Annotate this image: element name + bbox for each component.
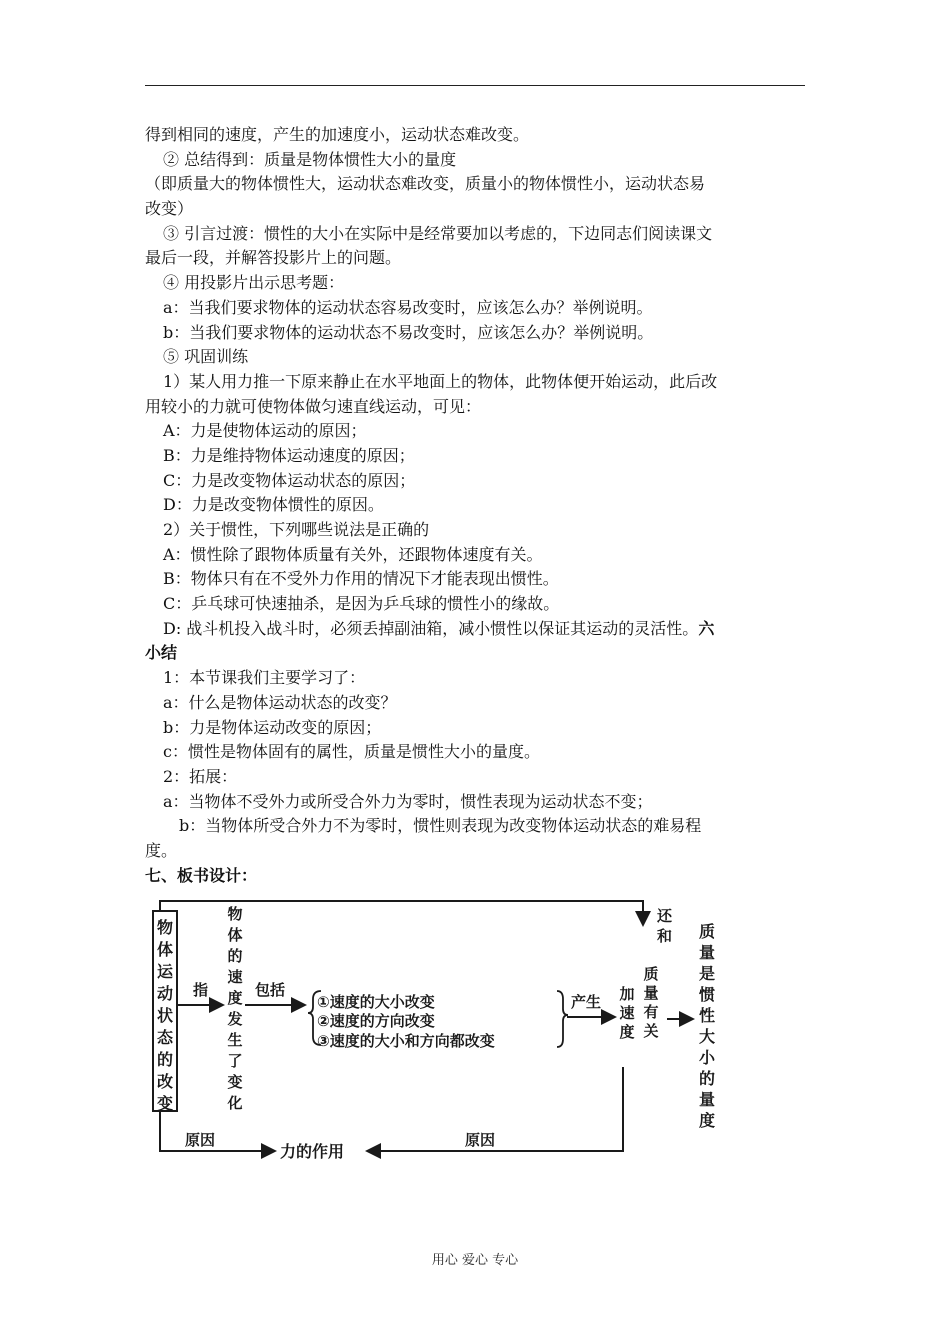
col2-char: 变 [227, 1073, 243, 1091]
header-rule [145, 85, 805, 86]
col2-label [226, 905, 242, 1112]
item-3: ③速度的大小和方向都改变 [317, 1032, 495, 1050]
col-zhiliang [643, 965, 658, 1040]
text-line: 度。 [145, 840, 178, 860]
page-footer: 用心 爱心 专心 [431, 1253, 519, 1268]
box1-char: 运 [156, 962, 174, 981]
col-final [698, 922, 716, 1130]
jiasudu-char: 加 [619, 985, 635, 1003]
final-char: 惯 [698, 985, 716, 1004]
box1-char: 状 [156, 1006, 174, 1025]
diagram-svg [145, 895, 725, 1165]
text-line: ③ 引言过渡：惯性的大小在实际中是经常要加以考虑的，下边同志们阅读课文 [163, 223, 713, 243]
text-line: a：什么是物体运动状态的改变？ [163, 692, 397, 712]
jiasudu-char: 速 [619, 1004, 635, 1022]
col2-char: 度 [227, 989, 243, 1007]
document-body [145, 123, 807, 888]
text-line: b：当我们要求物体的运动状态不易改变时，应该怎么办？举例说明。 [163, 322, 654, 342]
box1-char: 改 [156, 1072, 174, 1091]
text-line: c：惯性是物体固有的属性，质量是惯性大小的量度。 [163, 742, 540, 762]
final-char: 质 [698, 922, 716, 941]
text-line: 2）关于惯性，下列哪些说法是正确的 [163, 520, 430, 539]
box1-label [157, 918, 174, 1113]
box1-char: 体 [156, 940, 174, 959]
arrow-yuanyin-left [160, 1111, 275, 1151]
text-line: ④ 用投影片出示思考题： [163, 273, 345, 293]
col2-char: 物 [227, 905, 243, 923]
text-line: A：惯性除了跟物体质量有关外，还跟物体速度有关。 [163, 544, 543, 564]
jiasudu-char: 度 [619, 1023, 635, 1041]
text-line: ② 总结得到：质量是物体惯性大小的量度 [163, 149, 457, 169]
box1-char: 动 [156, 984, 174, 1003]
text-line: 1：本节课我们主要学习了： [163, 668, 366, 688]
box1-char: 变 [156, 1094, 174, 1113]
text-line: a：当物体不受外力或所受合外力为零时，惯性表现为运动状态不变； [163, 791, 653, 811]
label-chansheng: 产生 [571, 993, 602, 1011]
text-line: B：力是维持物体运动速度的原因； [163, 445, 415, 465]
col2-char: 化 [227, 1094, 243, 1112]
section-heading: 小结 [145, 643, 178, 663]
col2-char: 体 [227, 926, 243, 944]
text-line: B：物体只有在不受外力作用的情况下才能表现出惯性。 [163, 569, 559, 589]
text-line: b：当物体所受合外力不为零时，惯性则表现为改变物体运动状态的难易程 [179, 816, 702, 836]
col-jiasudu [618, 985, 634, 1041]
final-char: 量 [698, 1090, 716, 1109]
text-line: （即质量大的物体惯性大，运动状态难改变，质量小的物体惯性小，运动状态易 [145, 174, 706, 194]
text-line: 改变） [145, 199, 194, 219]
box1-char: 态 [156, 1028, 174, 1047]
label-yuanyin-left: 原因 [185, 1131, 216, 1149]
col2-char: 的 [227, 947, 243, 965]
final-char: 的 [698, 1069, 716, 1088]
col2-char: 生 [227, 1031, 243, 1049]
box1-char: 物 [156, 918, 174, 937]
final-char: 大 [698, 1027, 716, 1046]
brace-right [557, 991, 568, 1047]
col2-char: 速 [227, 968, 243, 986]
col2-char: 发 [227, 1010, 243, 1028]
text-line: 2：拓展： [163, 766, 238, 786]
section-heading: 七、板书设计： [145, 865, 258, 885]
label-zhi: 指 [193, 981, 209, 999]
text-line: 得到相同的速度，产生的加速度小，运动状态难改变。 [145, 125, 530, 144]
text-line: 最后一段，并解答投影片上的问题。 [145, 248, 402, 268]
box1-char: 的 [156, 1050, 174, 1069]
text-line: A：力是使物体运动的原因； [163, 421, 367, 441]
text-line: a：当我们要求物体的运动状态容易改变时，应该怎么办？举例说明。 [163, 297, 653, 317]
col2-char: 了 [227, 1052, 243, 1070]
zhiliang-char: 量 [643, 984, 659, 1002]
text-line: ⑤ 巩固训练 [163, 347, 249, 367]
text-line: C：力是改变物体运动状态的原因； [163, 470, 416, 490]
text-line: 1）某人用力推一下原来静止在水平地面上的物体，此物体便开始运动，此后改 [163, 371, 718, 391]
final-char: 小 [698, 1048, 716, 1067]
final-char: 性 [698, 1006, 716, 1025]
final-char: 度 [698, 1111, 716, 1130]
text-line: C：乒乓球可快速抽杀，是因为乒乓球的惯性小的缘故。 [163, 594, 560, 614]
label-force: 力的作用 [280, 1142, 345, 1161]
text-line [145, 617, 807, 642]
zhiliang-char: 质 [643, 965, 659, 983]
final-char: 是 [698, 964, 716, 983]
text-line: b：力是物体运动改变的原因； [163, 717, 382, 737]
item-2: ②速度的方向改变 [317, 1012, 435, 1030]
text-line: D：力是改变物体惯性的原因。 [163, 495, 384, 515]
section-heading-six: 六 [698, 618, 715, 638]
text-line: 用较小的力就可使物体做匀速直线运动，可见： [145, 396, 482, 416]
final-char: 量 [698, 943, 716, 962]
zhiliang-char: 关 [643, 1022, 659, 1040]
zhiliang-char: 有 [643, 1003, 659, 1021]
label-baokuo: 包括 [255, 981, 286, 999]
item-1: ①速度的大小改变 [317, 993, 435, 1011]
label-huanhe-2: 和 [657, 927, 673, 945]
label-huanhe-1: 还 [657, 907, 673, 925]
board-design-diagram [145, 895, 725, 1165]
label-yuanyin-right: 原因 [465, 1131, 496, 1149]
text-span: D: 战斗机投入战斗时，必须丢掉副油箱，减小惯性以保证其运动的灵活性。 [163, 618, 699, 638]
